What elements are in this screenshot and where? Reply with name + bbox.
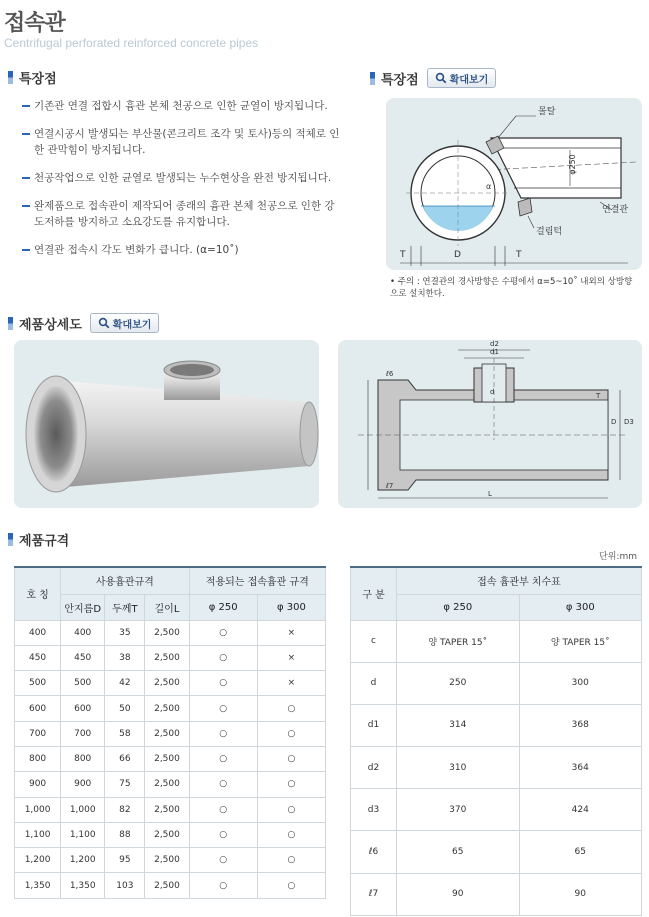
table-row [15, 721, 326, 746]
alpha-label: α [486, 182, 492, 191]
table-row [351, 831, 642, 873]
table-cell: ○ [189, 671, 257, 696]
table-cell: 75 [105, 772, 145, 797]
table-row [15, 848, 326, 873]
page-title: 접속관 [4, 11, 65, 36]
table-cell: 1,000 [15, 797, 61, 822]
table-cell: 42 [105, 671, 145, 696]
technical-drawing [338, 340, 642, 508]
header-thickness: 두께T [105, 594, 145, 620]
header-length: 길이L [145, 594, 189, 620]
t-right-label: T [516, 250, 522, 260]
table-row [351, 620, 642, 662]
table-cell: d1 [351, 704, 397, 746]
feature-item: 기존관 연결 접합시 흄관 본체 천공으로 인한 균열이 방지됩니다. [22, 98, 342, 114]
feature-item: 완제품으로 접속관이 제작되어 종래의 흄관 본체 천공으로 인한 강도저하를 방지하고 소요강도를 유지합니다. [22, 198, 342, 230]
table-cell: 양 TAPER 15˚ [397, 620, 520, 662]
table-cell: 700 [15, 721, 61, 746]
table-cell: 65 [519, 831, 642, 873]
table-cell: d2 [351, 747, 397, 789]
table-cell: d3 [351, 789, 397, 831]
table-row [15, 746, 326, 771]
header-phi300: φ 300 [257, 594, 325, 620]
table-cell: ○ [257, 746, 325, 771]
table-cell: 314 [397, 704, 520, 746]
table-cell: 88 [105, 822, 145, 847]
detail-drawing [338, 340, 642, 508]
table-cell: 66 [105, 746, 145, 771]
table-cell: 364 [519, 747, 642, 789]
table-cell: 2,500 [145, 873, 189, 898]
diagram-heading-label: 특장점 [381, 72, 419, 88]
page-subtitle: Centrifugal perforated reinforced concrete pipes [4, 36, 259, 50]
table-row [351, 747, 642, 789]
table-cell: 103 [105, 873, 145, 898]
table-cell: 82 [105, 797, 145, 822]
pipe-spec-table [14, 566, 326, 899]
table-row [351, 662, 642, 704]
table-row [351, 873, 642, 915]
table-cell: ○ [257, 873, 325, 898]
table-cell: 58 [105, 721, 145, 746]
table-cell: 95 [105, 848, 145, 873]
table-cell: ○ [189, 822, 257, 847]
mortar-label: 몰탈 [538, 107, 556, 117]
header-dimensions: 접속 흄관부 치수표 [397, 567, 642, 594]
section-bullet-icon [8, 533, 13, 546]
table-row [15, 772, 326, 797]
table-cell: 450 [15, 645, 61, 670]
table-cell: 400 [15, 620, 61, 645]
product-illustration [14, 340, 319, 508]
header-nominal: 호 칭 [15, 567, 61, 620]
table-row [15, 822, 326, 847]
table-cell: 1,200 [15, 848, 61, 873]
table-row [15, 645, 326, 670]
table-cell: 500 [61, 671, 105, 696]
diameter-label: φ250 [567, 154, 577, 175]
table-cell: 370 [397, 789, 520, 831]
detail-heading [8, 313, 159, 333]
table-cell: 300 [519, 662, 642, 704]
l6-label: ℓ6 [386, 370, 394, 378]
zoom-button[interactable] [90, 313, 160, 333]
d2-label: d2 [490, 340, 499, 348]
l-label: L [488, 490, 492, 498]
table-cell: ○ [189, 848, 257, 873]
diagram-heading [370, 68, 496, 88]
table-cell: 양 TAPER 15˚ [519, 620, 642, 662]
table-row [15, 797, 326, 822]
table-row [15, 873, 326, 898]
table-cell: 90 [519, 873, 642, 915]
table-cell: 500 [15, 671, 61, 696]
table-row [15, 696, 326, 721]
connector-pipe-label: 연결관 [602, 205, 629, 215]
d1-label: d1 [490, 348, 499, 356]
table-cell: ○ [189, 746, 257, 771]
table-cell: 2,500 [145, 822, 189, 847]
table-cell: × [257, 620, 325, 645]
table-cell: c [351, 620, 397, 662]
table-cell: 1,100 [61, 822, 105, 847]
feature-item: 천공작업으로 인한 균열로 발생되는 누수현상을 완전 방지됩니다. [22, 170, 342, 186]
table-cell: ○ [189, 873, 257, 898]
feature-item: 연결시공시 발생되는 부산물(콘크리트 조각 및 토사)등의 적체로 인한 관막힘이 방지됩니다. [22, 126, 342, 158]
table-cell: ○ [257, 848, 325, 873]
table-cell: 600 [61, 696, 105, 721]
t-label: T [596, 392, 601, 400]
section-bullet-icon [8, 317, 13, 330]
table-cell: 2,500 [145, 620, 189, 645]
table-cell: 1,100 [15, 822, 61, 847]
table-cell: ○ [189, 721, 257, 746]
features-list [22, 98, 342, 270]
table-row [15, 671, 326, 696]
table-cell: 2,500 [145, 696, 189, 721]
table-cell: 38 [105, 645, 145, 670]
table-cell: ○ [257, 822, 325, 847]
table-cell: ○ [189, 645, 257, 670]
header-inner-diameter: 안지름D [61, 594, 105, 620]
table-cell: ○ [189, 620, 257, 645]
table-cell: 310 [397, 747, 520, 789]
t-left-label: T [400, 250, 406, 260]
table-cell: 1,350 [15, 873, 61, 898]
header-category: 구 분 [351, 567, 397, 620]
section-bullet-icon [8, 71, 13, 84]
table-cell: 65 [397, 831, 520, 873]
d3-label: D3 [624, 418, 634, 426]
product-photo [14, 340, 319, 508]
table-cell: × [257, 645, 325, 670]
spec-heading-label: 제품규격 [19, 534, 70, 549]
table-cell: 900 [61, 772, 105, 797]
table-row [351, 704, 642, 746]
table-cell: 600 [15, 696, 61, 721]
table-cell: ○ [189, 797, 257, 822]
table-cell: 2,500 [145, 797, 189, 822]
table-cell: 35 [105, 620, 145, 645]
table-cell: 400 [61, 620, 105, 645]
features-heading [8, 68, 57, 87]
zoom-button[interactable] [427, 68, 497, 88]
table-cell: 800 [15, 746, 61, 771]
header-phi250: φ 250 [397, 594, 520, 620]
table-cell: 700 [61, 721, 105, 746]
header-applied-pipe: 적용되는 접속흄관 규격 [189, 567, 325, 594]
table-cell: ○ [257, 696, 325, 721]
table-cell: ○ [257, 772, 325, 797]
table-cell: 2,500 [145, 848, 189, 873]
table-cell: 1,000 [61, 797, 105, 822]
table-cell: × [257, 671, 325, 696]
l7-label: ℓ7 [386, 482, 394, 490]
cross-section-drawing [386, 98, 642, 270]
header-phi250: φ 250 [189, 594, 257, 620]
table-cell: 1,350 [61, 873, 105, 898]
unit-label: 단위:mm [599, 552, 637, 562]
feature-item: 연결관 접속시 각도 변화가 큽니다. (α=10˚) [22, 242, 342, 258]
table-cell: 250 [397, 662, 520, 704]
table-cell: 2,500 [145, 746, 189, 771]
table-cell: 800 [61, 746, 105, 771]
table-cell: d [351, 662, 397, 704]
table-cell: ℓ6 [351, 831, 397, 873]
table-cell: 2,500 [145, 671, 189, 696]
section-bullet-icon [370, 72, 375, 85]
table-cell: 450 [61, 645, 105, 670]
d-inner-label: d [490, 388, 495, 396]
locking-step-label: 걸림턱 [536, 227, 563, 237]
table-cell: 50 [105, 696, 145, 721]
table-cell: 424 [519, 789, 642, 831]
table-cell: ○ [257, 721, 325, 746]
table-cell: 90 [397, 873, 520, 915]
d-label: D [454, 250, 461, 260]
header-phi300: φ 300 [519, 594, 642, 620]
table-row [351, 789, 642, 831]
spec-heading [8, 530, 69, 549]
features-heading-label: 특장점 [19, 72, 57, 87]
table-cell: 900 [15, 772, 61, 797]
magnifier-icon [98, 317, 110, 329]
table-row [15, 620, 326, 645]
d-outer-label: D [611, 418, 617, 426]
table-cell: ℓ7 [351, 873, 397, 915]
cross-section-diagram [386, 98, 642, 270]
connector-dimension-table [350, 566, 642, 916]
table-cell: ○ [257, 797, 325, 822]
installation-note: • 주의 : 연결관의 경사방향은 수평에서 α=5~10˚ 내외의 상방향으로 설치한다. [390, 277, 633, 299]
table-cell: 2,500 [145, 772, 189, 797]
table-cell: ○ [189, 772, 257, 797]
table-cell: 2,500 [145, 645, 189, 670]
magnifier-icon [435, 72, 447, 84]
zoom-button-label: 확대보기 [112, 319, 152, 331]
zoom-button-label: 확대보기 [449, 74, 489, 86]
table-cell: 1,200 [61, 848, 105, 873]
table-cell: ○ [189, 696, 257, 721]
table-cell: 2,500 [145, 721, 189, 746]
detail-heading-label: 제품상세도 [19, 317, 82, 333]
table-cell: 368 [519, 704, 642, 746]
header-used-pipe: 사용흄관규격 [61, 567, 189, 594]
